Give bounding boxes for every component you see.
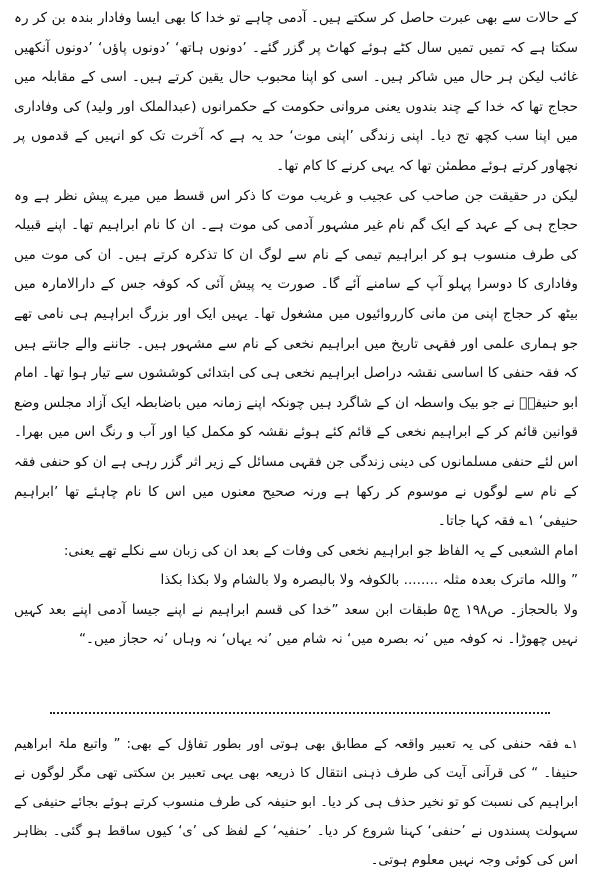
- footnote: [14, 730, 578, 875]
- paragraph-3: امام الشعبی کے یہ الفاظ جو ابراہیم نخعی کی وفات کے بعد ان کی زبان سے نکلے تھے یعنی:: [63, 542, 578, 559]
- paragraph-2: لیکن در حقیقت جن صاحب کی عجیب و غریب موت کا ذکر اس قسط میں میرے پیش نظر ہے وہ حجاج ہی کے عہد کے ایک گم نام غیر مشہور آدمی کی موت ہے۔ ان کا نام ابراہیم تھا۔ اپنے قبیلہ کی طرف منسوب ہو کر ابراہیم تیمی کے نام سے لوگ ان کا تذکرہ کرتے ہیں۔ ان کی موت میں وفاداری کا دوسرا پہلو آپ کے سامنے آئے گا۔ صورت یہ پیش آئی کہ کوفہ جس کے دارالامارہ میں بیٹھ کر حجاج اپنی من مانی کارروائیوں میں مشغول تھا۔ یہیں ایک اور بزرگ ابراہیم ہی نامی تھے جو ہماری علمی اور فقہی تاریخ میں ابراہیم نخعی کے نام سے مشہور ہیں۔ جاننے والے جانتے ہیں کہ فقہ حنفی کا اساسی نقشہ دراصل ابراہیم نخعی ہی کی ابتدائی کوششوں سے تیار ہوا تھا۔ امام ابو حنیفہؒ نے جو بیک واسطہ ان کے شاگرد ہیں چونکہ اپنے زمانہ میں باضابطہ ایک آزاد مجلس وضع قوانین قائم کر کے ابراہیم نخعی کے قائم کئے ہوئے نقشہ کو مکمل کیا اور آب و رنگ اس میں بھرا۔ اس لئے حنفی مسلمانوں کی دینی زندگی جن فقہی مسائل کے زیر اثر گزر رہی ہے ان کو حنفی فقہ کے نام سے لوگوں نے موسوم کر رکھا ہے ورنہ صحیح معنوں میں اس کا نام چاہئے تھا ’ابراہیم حنیفی‘ ۱؎ فقہ کہا جاتا۔: [14, 187, 578, 530]
- paragraph-1: کے حالات سے بھی عبرت حاصل کر سکتے ہیں۔ آدمی چاہے تو خدا کا بھی ایسا وفادار بندہ بن کر رہ سکتا ہے کہ تمیں تمیں سال کٹے ہوئے کھاٹ پر گزر گئے۔ ’دونوں ہاتھ‘ ’دونوں پاؤں‘ ’دونوں آنکھیں غائب لیکن ہر حال میں شاکر ہیں۔ اسی کو اپنا محبوب حال یقین کرتے ہیں۔ اسی کے مقابلہ میں حجاج تھا کہ خدا کے چند بندوں یعنی مروانی حکومت کے حکمرانوں (عبدالملک اور ولید) کی وفاداری میں اپنا سب کچھ تج دیا۔ اپنی زندگی ’اپنی موت‘ حد یہ ہے کہ آخرت تک کو انہیں کے قدموں پر نچھاور کرتے ہوئے مطمئن تھا کہ یہی کرنے کا کام تھا۔: [14, 10, 578, 174]
- footnote-marker: ۱؎: [564, 737, 578, 751]
- arabic-quote: ” واللہ ماترک بعدہ مثلہ ........ بالکوفہ ولا بالبصرہ ولا بالشام ولا بکذا بکذا: [160, 572, 578, 589]
- main-text: [14, 4, 578, 655]
- footnote-paragraph: [14, 730, 578, 875]
- footnote-text: فقہ حنفی کی یہ تعبیر واقعہ کے مطابق بھی ہوتی اور بطور تفاؤل کے بھی: ” واتبع ملۃ ابراھیم حنیفا۔ “ کی قرآنی آیت کی طرف ذہنی انتقال کا ذریعہ بھی یہی تعبیر بن سکتی تھی مگر لوگوں نے ابراہیم کی نسبت کو تو نخیر حذف ہی کر دیا۔ ابو حنیفہ کی طرف منسوب کرتے ہوئے بجائے حنیفی کے سہولت پسندوں نے ’حنفی‘ کہنا شروع کر دیا۔ ’حنفیہ‘ کے لفظ کی ’ی‘ کیوں ساقط ہو گئی۔ بظاہر اس کی کوئی وجہ نہیں معلوم ہوتی۔: [14, 737, 578, 868]
- footnote-divider: [50, 712, 550, 714]
- quote-translation: ولا بالحجاز۔ ص۱۹۸ ج۵ طبقات ابن سعد ”خدا کی قسم ابراہیم نے اپنے جیسا آدمی اپنے بعد کہیں نہیں چھوڑا۔ نہ کوفہ میں ’نہ بصرہ میں‘ نہ شام میں ’نہ یہاں‘ نہ وہاں ’نہ حجاز میں۔“: [14, 601, 578, 648]
